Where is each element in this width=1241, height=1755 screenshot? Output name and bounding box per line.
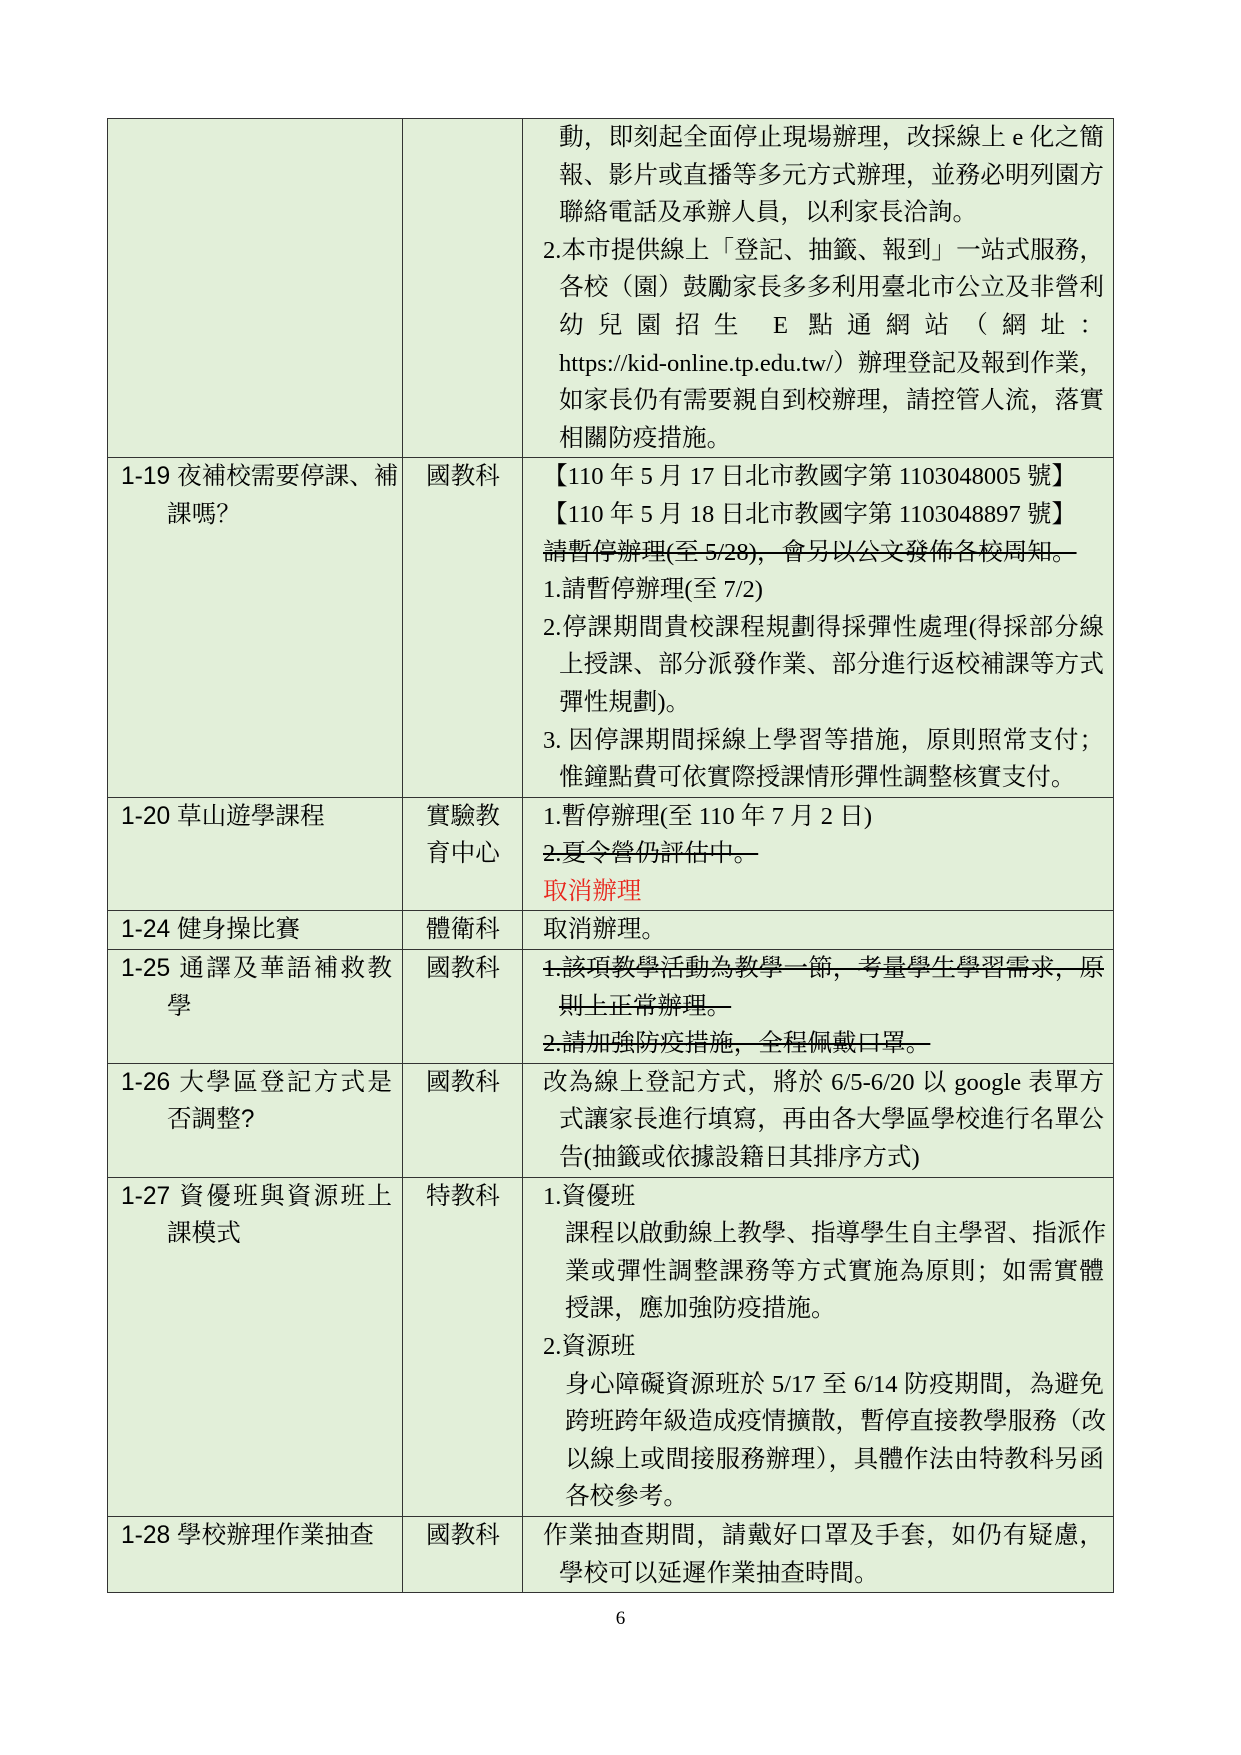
- content-line: 幼兒園招生 E 點通網站（網址：: [559, 311, 1104, 339]
- item-cell: [108, 1063, 403, 1177]
- content-line: 2.停課期間貴校課程規劃得採彈性處理(得採部分線: [543, 613, 1104, 641]
- content-line: https://kid-online.tp.edu.tw/）辦理登記及報到作業，: [559, 349, 1104, 377]
- unit-text: 體衛科: [426, 916, 500, 944]
- content-paragraph: [543, 1064, 1104, 1177]
- content-cell: [523, 1516, 1114, 1592]
- unit-text: 國教科: [426, 463, 500, 491]
- unit-cell: [403, 458, 523, 797]
- content-line: 彈性規劃)。: [559, 688, 691, 716]
- content-paragraph: [543, 119, 1104, 232]
- content-line: 式讓家長進行填寫，再由各大學區學校進行名單公: [559, 1106, 1104, 1134]
- content-paragraph: [543, 571, 1104, 609]
- content-paragraph: [543, 911, 1104, 949]
- content-line: 身心障礙資源班於 5/17 至 6/14 防疫期間，為避免: [565, 1370, 1104, 1398]
- table-row: [108, 911, 1114, 950]
- item-cell: [108, 458, 403, 797]
- content-line: 惟鐘點費可依實際授課情形彈性調整核實支付。: [559, 764, 1076, 792]
- content-paragraph: [543, 232, 1104, 458]
- unit-text: 國教科: [426, 1521, 500, 1549]
- unit-cell: [403, 950, 523, 1064]
- item-cell: [108, 1516, 403, 1592]
- item-line: 課模式: [167, 1220, 241, 1248]
- content-line: 【110 年 5 月 18 日北市教國字第 1103048897 號】: [543, 500, 1077, 528]
- content-line: 動，即刻起全面停止現場辦理，改採線上 e 化之簡: [559, 124, 1104, 151]
- item-line: 1-19 夜補校需要停課、補: [121, 463, 399, 491]
- qa-table-body: [108, 119, 1114, 1593]
- content-cell: [523, 458, 1114, 797]
- unit-text: 國教科: [426, 955, 500, 983]
- content-line: 請暫停辦理(至 5/28)，會另以公文發佈各校周知。: [543, 538, 1077, 566]
- content-paragraph: [543, 722, 1104, 797]
- item-line: 課嗎？: [167, 500, 241, 528]
- item-cell: [108, 911, 403, 950]
- content-line: 上授課、部分派發作業、部分進行返校補課等方式: [559, 651, 1104, 679]
- content-cell: [523, 119, 1114, 458]
- content-line: 各校（園）鼓勵家長多多利用臺北市公立及非營利: [559, 274, 1104, 302]
- content-line: 2.夏令營仍評估中。: [543, 840, 759, 868]
- item-cell: [108, 950, 403, 1064]
- unit-cell: [403, 911, 523, 950]
- table-row: [108, 1063, 1114, 1177]
- unit-cell: [403, 1177, 523, 1516]
- item-cell: [108, 119, 403, 458]
- content-paragraph: [543, 798, 1104, 836]
- item-line: 1-20 草山遊學課程: [121, 802, 325, 830]
- content-cell: [523, 797, 1114, 911]
- deleted-paragraph: [543, 1025, 1104, 1063]
- content-line: 課程以啟動線上教學、指導學生自主學習、指派作: [565, 1220, 1107, 1248]
- content-paragraph: [543, 873, 1104, 911]
- content-line: 取消辦理: [543, 877, 642, 905]
- content-paragraph: [543, 458, 1104, 496]
- content-line: 相關防疫措施。: [559, 424, 732, 452]
- item-cell: [108, 1177, 403, 1516]
- content-line: 業或彈性調整課務等方式實施為原則；如需實體: [565, 1257, 1104, 1285]
- table-row: [108, 119, 1114, 458]
- unit-cell: [403, 119, 523, 458]
- content-line: 如家長仍有需要親自到校辦理，請控管人流，落實: [559, 387, 1104, 415]
- content-line: 跨班跨年級造成疫情擴散，暫停直接教學服務（改: [565, 1408, 1107, 1436]
- unit-cell: [403, 797, 523, 911]
- table-row: [108, 797, 1114, 911]
- content-cell: [523, 1063, 1114, 1177]
- item-line: 1-25 通譯及華語補救教: [121, 955, 392, 983]
- content-line: 2.資源班: [543, 1333, 636, 1360]
- content-line: 1.請暫停辦理(至 7/2): [543, 576, 763, 604]
- unit-text: 實驗教育中心: [426, 802, 500, 868]
- deleted-paragraph: [543, 950, 1104, 1025]
- content-paragraph: [543, 1178, 1104, 1216]
- item-line: 學: [167, 992, 192, 1020]
- content-line: 則上正常辦理。: [559, 992, 732, 1020]
- content-line: 學校可以延遲作業抽查時間。: [559, 1559, 879, 1587]
- table-row: [108, 950, 1114, 1064]
- content-cell: [523, 950, 1114, 1064]
- content-paragraph: [543, 1215, 1107, 1328]
- item-cell: [108, 797, 403, 911]
- content-line: 改為線上登記方式，將於 6/5-6/20 以 google 表單方: [543, 1068, 1104, 1096]
- content-line: 授課，應加強防疫措施。: [565, 1295, 836, 1323]
- unit-text: 特教科: [426, 1182, 500, 1210]
- deleted-paragraph: [543, 534, 1104, 572]
- table-row: [108, 1177, 1114, 1516]
- content-paragraph: [543, 609, 1104, 722]
- content-paragraph: [543, 1328, 1104, 1366]
- item-line: 1-26 大學區登記方式是: [121, 1068, 392, 1096]
- content-line: 各校參考。: [565, 1483, 688, 1511]
- content-cell: [523, 911, 1114, 950]
- content-line: 以線上或間接服務辦理），具體作法由特教科另函: [565, 1445, 1104, 1473]
- item-line: 否調整?: [167, 1106, 255, 1134]
- item-line: 1-24 健身操比賽: [121, 916, 301, 944]
- item-line: 1-28 學校辦理作業抽查: [121, 1521, 374, 1549]
- table-row: [108, 1516, 1114, 1592]
- unit-text: 國教科: [426, 1068, 500, 1096]
- content-line: 【110 年 5 月 17 日北市教國字第 1103048005 號】: [543, 463, 1077, 491]
- content-line: 報、影片或直播等多元方式辦理，並務必明列園方: [559, 161, 1104, 189]
- content-line: 3. 因停課期間採線上學習等措施，原則照常支付；: [543, 726, 1104, 754]
- content-line: 作業抽查期間，請戴好口罩及手套，如仍有疑慮，: [543, 1521, 1104, 1549]
- qa-table: [107, 118, 1114, 1593]
- unit-cell: [403, 1063, 523, 1177]
- content-line: 告(抽籤或依據設籍日其排序方式): [559, 1144, 920, 1172]
- content-paragraph: [543, 1366, 1107, 1516]
- content-line: 1.資優班: [543, 1182, 636, 1210]
- item-line: 1-27 資優班與資源班上: [121, 1182, 392, 1210]
- content-line: 1.該項教學活動為教學一節，考量學生學習需求，原: [543, 955, 1104, 983]
- content-line: 1.暫停辦理(至 110 年 7 月 2 日): [543, 802, 873, 830]
- page-number: 6: [615, 1608, 626, 1629]
- deleted-paragraph: [543, 835, 1104, 873]
- content-paragraph: [543, 1517, 1104, 1592]
- unit-cell: [403, 1516, 523, 1592]
- content-paragraph: [543, 496, 1104, 534]
- table-row: [108, 458, 1114, 797]
- content-cell: [523, 1177, 1114, 1516]
- content-line: 聯絡電話及承辦人員，以利家長洽詢。: [559, 199, 978, 227]
- content-line: 取消辦理。: [543, 916, 666, 944]
- content-line: 2.請加強防疫措施，全程佩戴口罩。: [543, 1030, 931, 1058]
- content-line: 2.本市提供線上「登記、抽籤、報到」一站式服務，: [543, 236, 1104, 264]
